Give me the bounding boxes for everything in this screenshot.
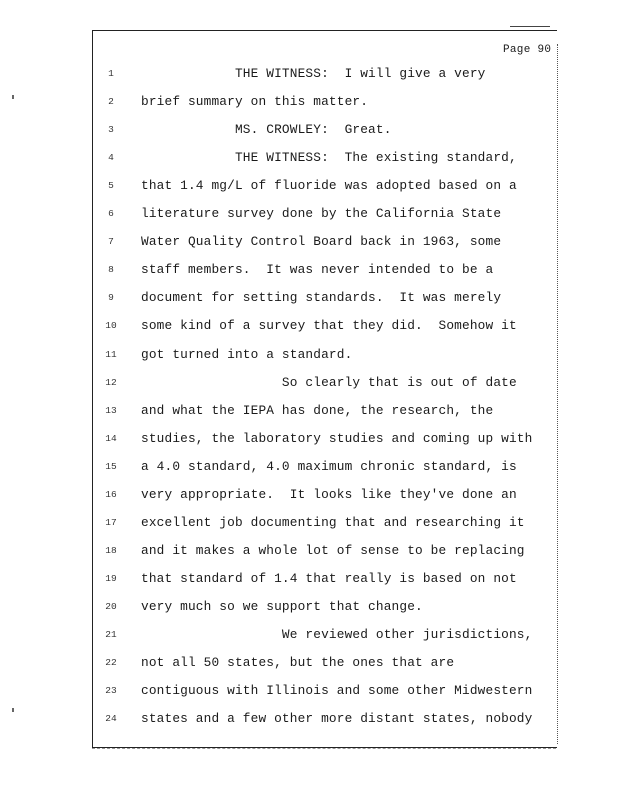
transcript-line: very appropriate. It looks like they've done an [141,487,517,502]
transcript-line: some kind of a survey that they did. Somehow it [141,318,517,333]
line-number: 2 [108,96,114,107]
transcript-line: We reviewed other jurisdictions, [141,627,533,642]
line-number: 4 [108,152,114,163]
transcript-line: not all 50 states, but the ones that are [141,655,455,670]
line-number: 16 [105,489,117,500]
transcript-line: Water Quality Control Board back in 1963, some [141,234,502,249]
transcript-line: states and a few other more distant states, nobody [141,711,533,726]
transcript-line: MS. CROWLEY: Great. [141,122,392,137]
transcript-line: literature survey done by the California State [141,206,502,221]
line-number: 6 [108,208,114,219]
line-number: 21 [105,629,117,640]
line-number: 8 [108,264,114,275]
bottom-edge-mark [92,748,556,749]
line-number: 23 [105,685,117,696]
line-number: 24 [105,713,117,724]
top-edge-mark [510,26,550,27]
left-scan-mark [12,95,14,99]
line-number: 3 [108,124,114,135]
page-number: Page 90 [503,44,552,56]
transcript-line: contiguous with Illinois and some other Midwestern [141,683,533,698]
transcript-line: document for setting standards. It was merely [141,290,502,305]
line-number: 1 [108,68,114,79]
transcript-line: very much so we support that change. [141,599,423,614]
line-number: 11 [105,349,117,360]
right-margin-rule [557,44,558,744]
left-scan-mark [12,708,14,712]
transcript-line: excellent job documenting that and researching it [141,515,525,530]
transcript-line: THE WITNESS: The existing standard, [141,150,517,165]
transcript-line: and it makes a whole lot of sense to be replacing [141,543,525,558]
transcript-line: and what the IEPA has done, the research, the [141,403,494,418]
transcript-line: got turned into a standard. [141,347,353,362]
line-number: 19 [105,573,117,584]
line-number: 7 [108,236,114,247]
transcript-line: that 1.4 mg/L of fluoride was adopted based on a [141,178,517,193]
line-number: 17 [105,517,117,528]
line-number: 20 [105,601,117,612]
line-number: 14 [105,433,117,444]
transcript-line: studies, the laboratory studies and coming up with [141,431,533,446]
line-number: 22 [105,657,117,668]
line-number: 5 [108,180,114,191]
line-number: 18 [105,545,117,556]
line-number: 9 [108,292,114,303]
transcript-line: staff members. It was never intended to be a [141,262,494,277]
line-number: 12 [105,377,117,388]
transcript-line: brief summary on this matter. [141,94,369,109]
transcript-line: a 4.0 standard, 4.0 maximum chronic standard, is [141,459,517,474]
line-number: 10 [105,320,117,331]
line-number: 13 [105,405,117,416]
transcript-line: So clearly that is out of date [141,375,517,390]
transcript-line: THE WITNESS: I will give a very [141,66,486,81]
transcript-line: that standard of 1.4 that really is based on not [141,571,517,586]
line-number: 15 [105,461,117,472]
